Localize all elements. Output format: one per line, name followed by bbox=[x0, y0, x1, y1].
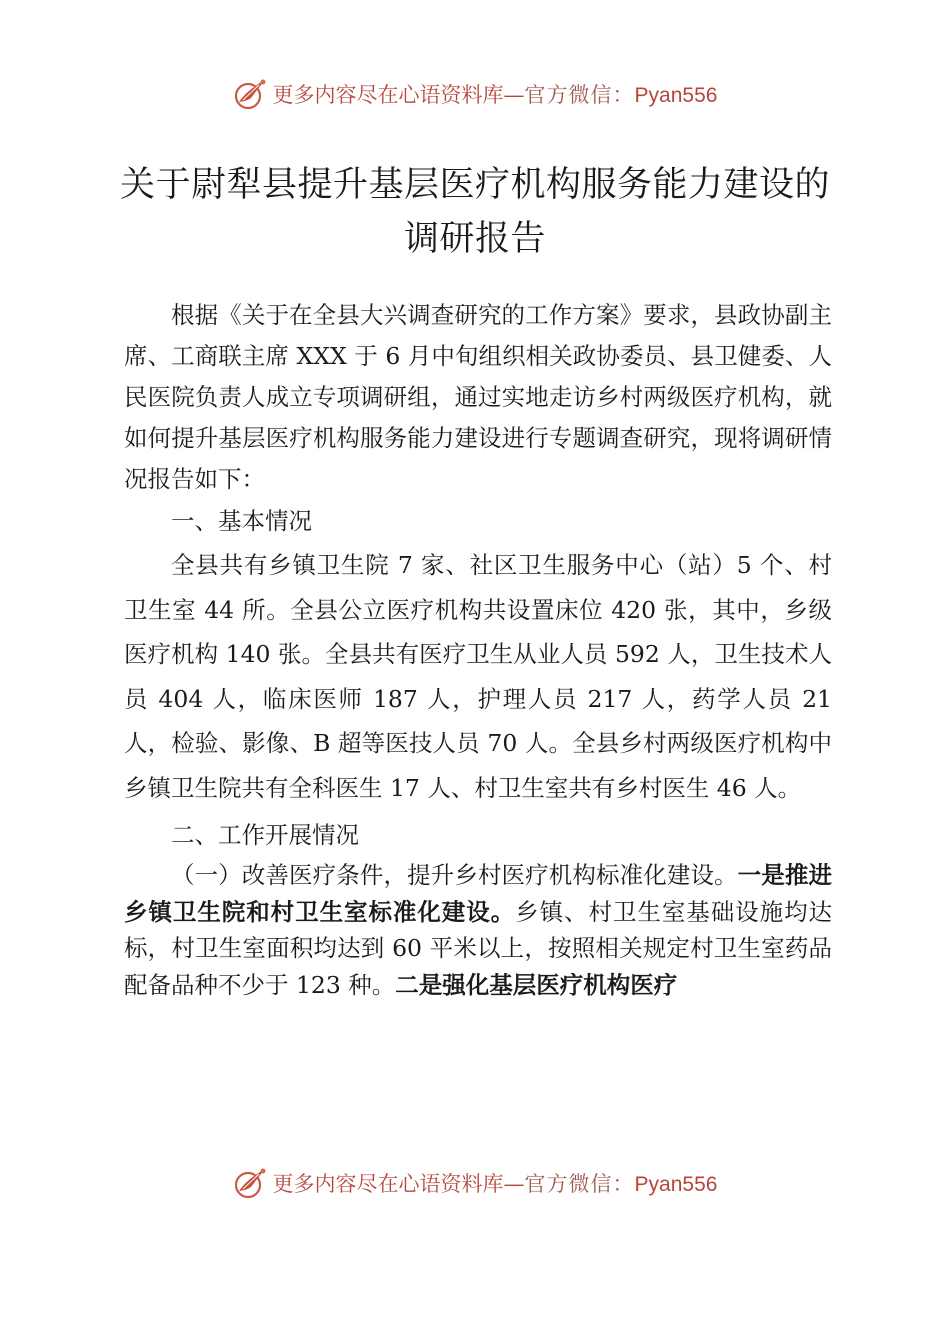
work-paragraph bbox=[124, 857, 832, 1003]
header-banner bbox=[0, 74, 950, 114]
quill-pen-logo-icon bbox=[233, 1165, 269, 1201]
banner-separator: — bbox=[503, 83, 525, 107]
banner-separator: — bbox=[503, 1172, 525, 1196]
section-heading-work: 二、工作开展情况 bbox=[171, 821, 359, 849]
document-body bbox=[124, 295, 832, 1003]
banner-wechat-id: Pyan556 bbox=[634, 84, 718, 107]
banner-main-text: 更多内容尽在心语资料库 bbox=[272, 83, 504, 107]
document-title bbox=[110, 158, 840, 266]
banner-wechat-id: Pyan556 bbox=[634, 1173, 718, 1196]
point-1-text: 乡镇、村卫生室基础设施均达标，村卫生室面积均达到 60 平米以上，按照相关规定村卫生室药品配备品种不少于 123 种。 bbox=[124, 897, 833, 999]
subsection-intro: （一）改善医疗条件，提升乡村医疗机构标准化建设。 bbox=[171, 861, 738, 889]
banner-wechat-label: 官方微信： bbox=[524, 1172, 635, 1196]
point-1-heading: 一是推进乡镇卫生院和村卫生室标准化建设。 bbox=[124, 861, 833, 926]
intro-paragraph: 根据《关于在全县大兴调查研究的工作方案》要求，县政协副主席、工商联主席 XXX 于 6 月中旬组织相关政协委员、县卫健委、人民医院负责人成立专项调研组，通过实地走访乡村两级医疗机构，就如何提升基层医疗机构服务能力建设进行专题调查研究，现将调研情况报告如下： bbox=[124, 301, 832, 493]
title-line-1: 关于尉犁县提升基层医疗机构服务能力建设的 bbox=[119, 165, 830, 205]
banner-wechat-label: 官方微信： bbox=[524, 83, 635, 107]
footer-banner bbox=[0, 1163, 950, 1203]
banner-main-text: 更多内容尽在心语资料库 bbox=[272, 1172, 504, 1196]
point-2-heading: 二是强化基层医疗机构医疗 bbox=[395, 970, 678, 999]
banner-text bbox=[273, 1168, 718, 1198]
banner-text bbox=[273, 79, 718, 109]
basic-situation-paragraph: 全县共有乡镇卫生院 7 家、社区卫生服务中心（站）5 个、村卫生室 44 所。全县公立医疗机构共设置床位 420 张，其中，乡级医疗机构 140 张。全县共有医疗卫生从业人员 592 人，卫生技术人员 404 人，临床医师 187 人，护理人员 217 人，药学人员 21 人，检验、影像、B 超等医技人员 70 人。全县乡村两级医疗机构中乡镇卫生院共有全科医生 17 人、村卫生室共有乡村医生 46 人。 bbox=[124, 551, 832, 802]
title-line-2: 调研报告 bbox=[403, 219, 546, 259]
quill-pen-logo-icon bbox=[233, 76, 269, 112]
section-heading-basic: 一、基本情况 bbox=[171, 507, 312, 535]
